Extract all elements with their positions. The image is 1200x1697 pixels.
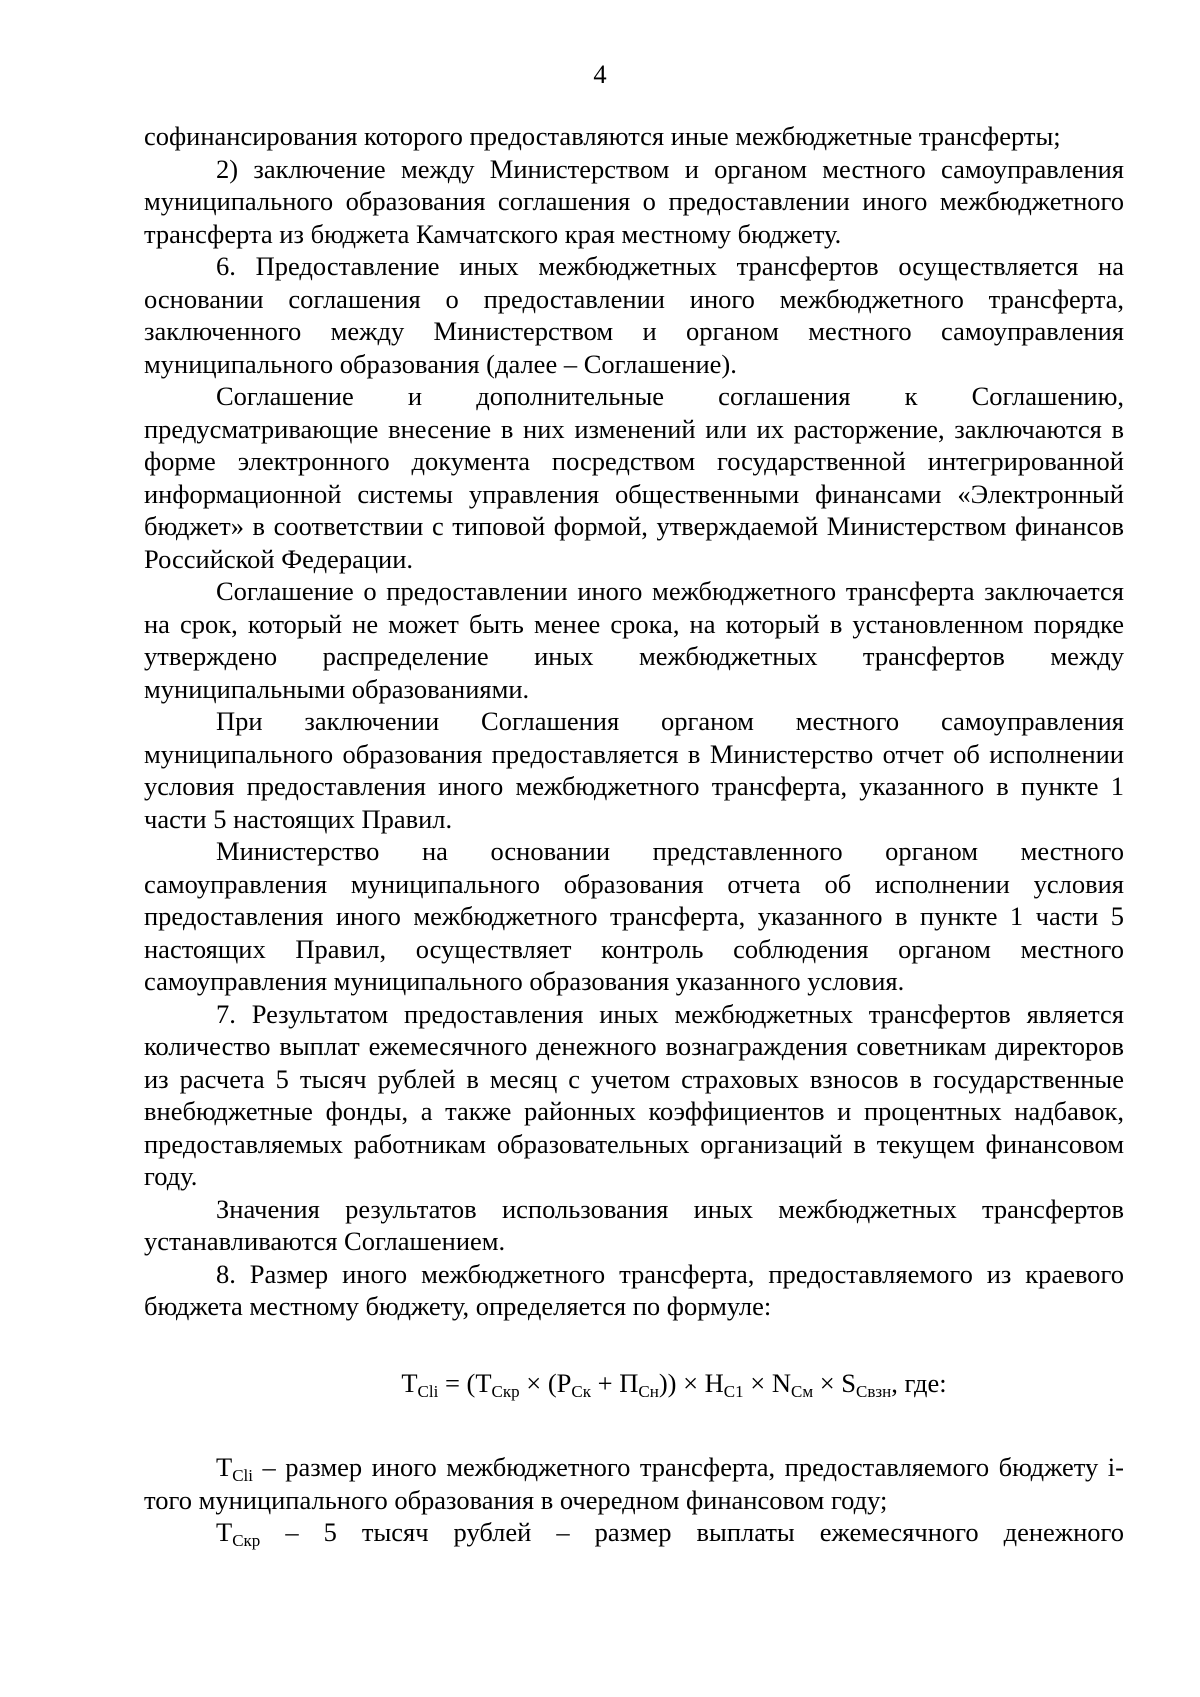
definition-tskr: $Т_{Скр} - 5$ тысяч рублей – размер выплаты ежемесячного денежного — [216, 1517, 1124, 1550]
paragraph-continuation: софинансирования которого предоставляются иные межбюджетные трансферты; — [144, 121, 1061, 151]
paragraph-clause-8: 8. Размер иного межбюджетного трансферта, предоставляемого из краевого бюджета местному бюджету, определяется по формуле: — [144, 1258, 1124, 1321]
paragraph-control: Министерство на основании представленного органом местного самоуправления муниципального образования отчета об исполнении условия предоставления иного межбюджетного трансферта, указанного в пункте 1 части 5 настоящих Правил, осуществляет контроль соблюдения органом местного самоуправления муниципального образования указанного условия. — [144, 836, 1124, 996]
paragraph-item-2: 2) заключение между Министерством и органом местного самоуправления муниципального образования соглашения о предоставлении иного межбюджетного трансферта из бюджета Камчатского края местному бюджету. — [144, 153, 1124, 249]
page-number: 4 — [593, 59, 607, 89]
paragraph-clause-6: 6. Предоставление иных межбюджетных трансфертов осуществляется на основании соглашения о предоставлении иного межбюджетного трансферта, заключенного между Министерством и органом местного самоуправления муниципального образования (далее – Соглашение). — [144, 251, 1124, 379]
document-body — [144, 120, 1124, 1549]
formula: $Т_{Cli} = (Т_{Скр} \times (Р_{Ск} + П_{Сн})) \times Н_{С1} \times N_{См} \times S_{Свзн}$, где: — [401, 1367, 947, 1401]
definition-tcli: $Т_{Cli}$ – размер иного межбюджетного трансферта, предоставляемого бюджету i-того муниципального образования в очередном финансовом году; — [144, 1452, 1124, 1515]
paragraph-result-values: Значения результатов использования иных межбюджетных трансфертов устанавливаются Соглашением. — [144, 1193, 1124, 1256]
paragraph-clause-7: 7. Результатом предоставления иных межбюджетных трансфертов является количество выплат ежемесячного денежного вознаграждения советникам директоров из расчета 5 тысяч рублей в месяц с учетом страховых взносов в государственные внебюджетные фонды, а также районных коэффициентов и процентных надбавок, предоставляемых работникам образовательных организаций в текущем финансовом году. — [144, 998, 1124, 1191]
paragraph-report: При заключении Соглашения органом местного самоуправления муниципального образования предоставляется в Министерство отчет об исполнении условия предоставления иного межбюджетного трансферта, указанного в пункте 1 части 5 настоящих Правил. — [144, 706, 1124, 834]
paragraph-agreement-term: Соглашение о предоставлении иного межбюджетного трансферта заключается на срок, который не может быть менее срока, на который в установленном порядке утверждено распределение иных межбюджетных трансфертов между муниципальными образованиями. — [144, 576, 1124, 704]
paragraph-agreement-form: Соглашение и дополнительные соглашения к Соглашению, предусматривающие внесение в них изменений или их расторжение, заключаются в форме электронного документа посредством государственной интегрированной информационной системы управления общественными финансами «Электронный бюджет» в соответствии с типовой формой, утверждаемой Министерством финансов Российской Федерации. — [144, 381, 1124, 574]
